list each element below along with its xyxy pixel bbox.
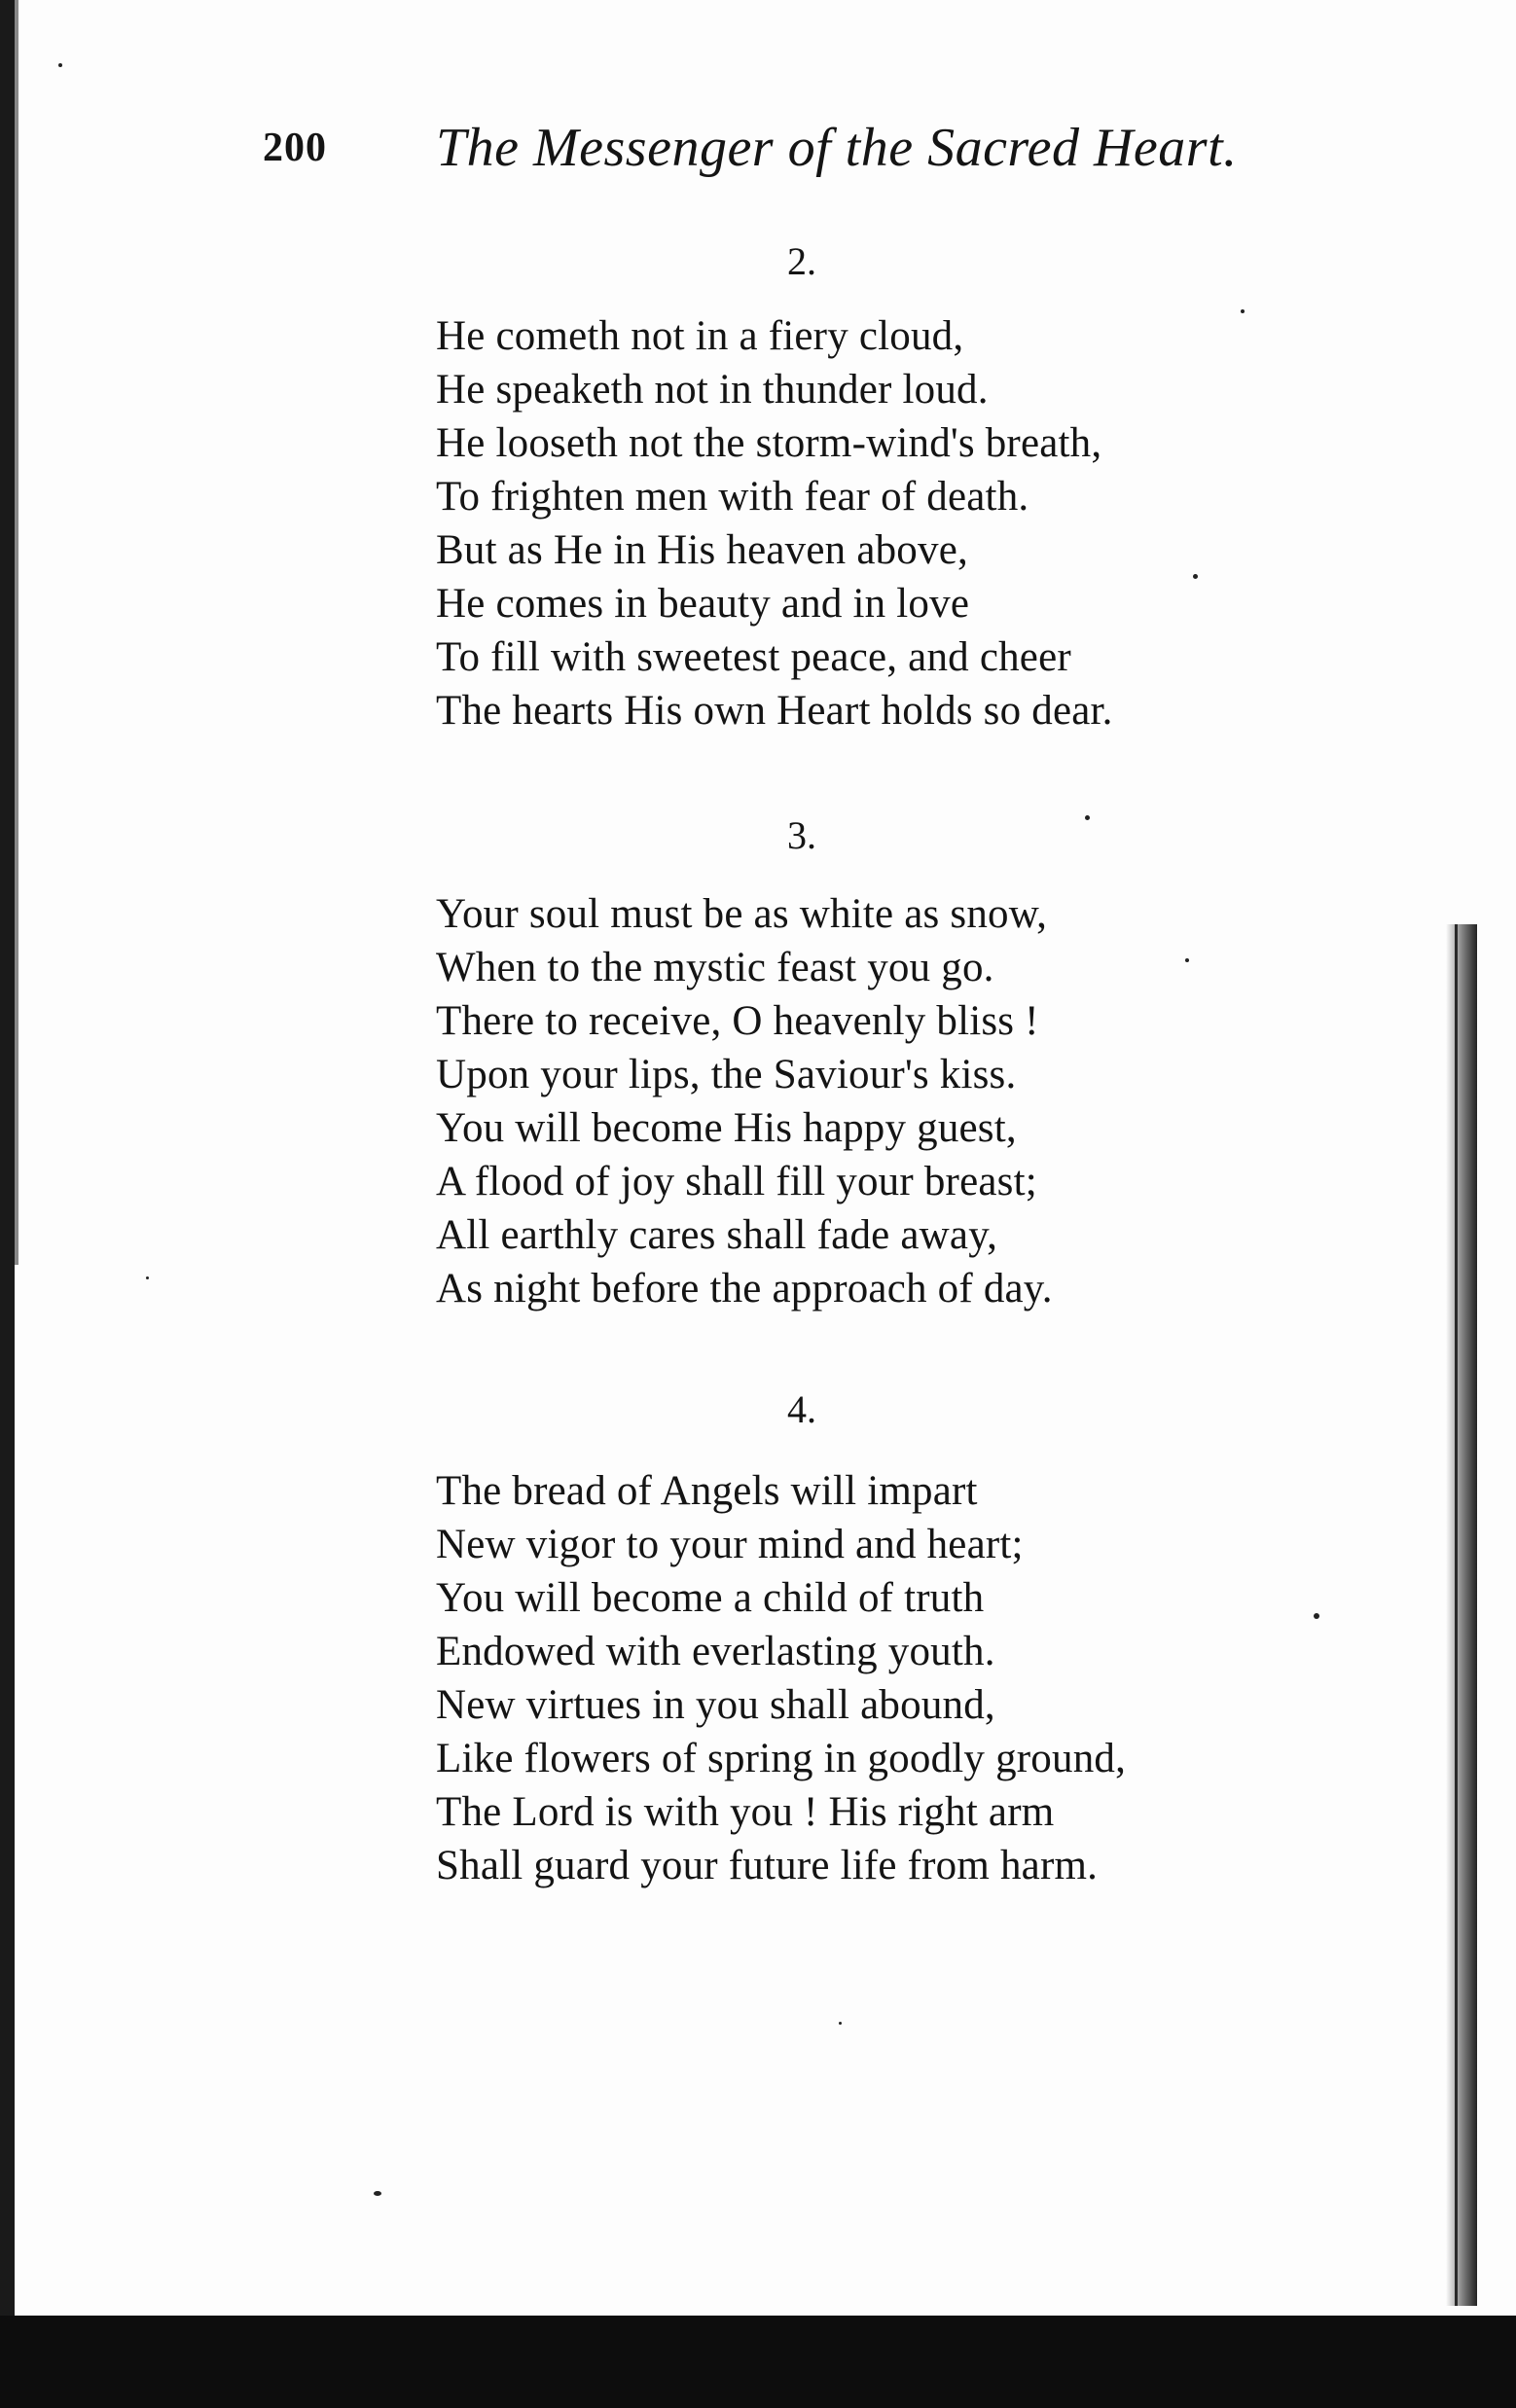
running-head [263, 117, 1275, 195]
verse-line: He looseth not the storm-wind's breath, [436, 420, 1102, 466]
verse-line: Endowed with everlasting youth. [436, 1629, 995, 1674]
scan-left-edge [0, 0, 15, 2408]
verse-line: Upon your lips, the Saviour's kiss. [436, 1052, 1017, 1097]
page-number: 200 [263, 126, 327, 170]
stanza [436, 309, 1312, 737]
scan-speck [839, 2022, 842, 2025]
scan-speck [58, 63, 62, 67]
verse-line: He comes in beauty and in love [436, 581, 970, 627]
scan-left-edge-shadow [15, 0, 18, 1265]
verse-line: The hearts His own Heart holds so dear. [436, 688, 1113, 734]
stanza-number: 4. [787, 1387, 816, 1431]
verse-line: Like flowers of spring in goodly ground, [436, 1736, 1127, 1781]
verse-line: To fill with sweetest peace, and cheer [436, 634, 1071, 680]
verse-line: To frighten men with fear of death. [436, 474, 1029, 520]
verse-line: A flood of joy shall fill your breast; [436, 1159, 1037, 1204]
book-title: The Messenger of the Sacred Heart. [436, 118, 1238, 178]
verse-line: Your soul must be as white as snow, [436, 891, 1048, 937]
verse-line: He speaketh not in thunder loud. [436, 367, 989, 413]
scan-speck [374, 2191, 381, 2196]
verse-line: The Lord is with you ! His right arm [436, 1789, 1055, 1835]
stanza [436, 887, 1312, 1315]
verse-line: New vigor to your mind and heart; [436, 1522, 1024, 1567]
stanza [436, 1464, 1312, 1892]
verse-line: He cometh not in a fiery cloud, [436, 313, 964, 359]
verse-line: You will become His happy guest, [436, 1105, 1017, 1151]
verse-line: There to receive, O heavenly bliss ! [436, 998, 1039, 1044]
scan-right-gutter-shadow [1446, 924, 1477, 2306]
stanza-number: 2. [787, 239, 816, 283]
scan-bottom-edge [0, 2316, 1516, 2408]
stanza-number: 3. [787, 813, 816, 857]
verse-line: The bread of Angels will impart [436, 1468, 978, 1514]
verse-line: New virtues in you shall abound, [436, 1682, 995, 1728]
scan-speck [146, 1276, 149, 1279]
verse-line: But as He in His heaven above, [436, 527, 968, 573]
verse-line: Shall guard your future life from harm. [436, 1843, 1099, 1888]
verse-line: When to the mystic feast you go. [436, 945, 994, 990]
verse-line: You will become a child of truth [436, 1575, 985, 1621]
verse-line: All earthly cares shall fade away, [436, 1212, 998, 1258]
scan-right-gutter-line [1455, 924, 1458, 2306]
scan-speck [1314, 1613, 1319, 1619]
verse-line: As night before the approach of day. [436, 1266, 1053, 1312]
